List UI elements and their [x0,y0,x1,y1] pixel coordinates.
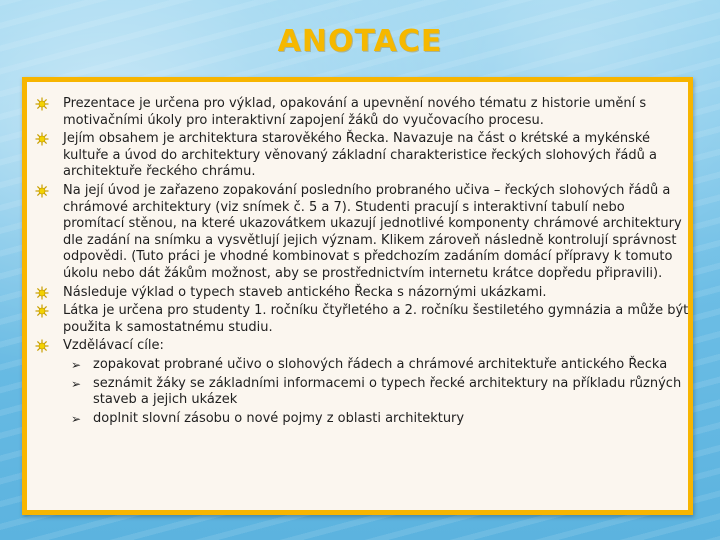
sun-bullet-icon [35,132,49,146]
sun-bullet-icon [35,97,49,111]
bullet-item [35,303,690,336]
bullet-text: Látka je určena pro studenty 1. ročníku čtyřletého a 2. ročníku šestiletého gymnázia a může být použita k samostatnému studiu. [63,303,689,335]
goal-item [35,357,690,374]
goal-text: zopakovat probrané učivo o slohových řádech a chrámové architektuře antického Řecka [93,356,668,372]
bullet-item [35,338,690,355]
bullet-item [35,131,690,181]
bullet-text: Jejím obsahem je architektura starověkého Řecka. Navazuje na část o krétské a mykénské kultuře a úvod do architektury věnovaný základní charakteristice řeckých slohových řádů a architektuře řeckého chrámu. [63,131,657,180]
goal-item [35,376,690,409]
bullet-text: Vzdělávací cíle: [63,338,164,354]
bullet-text: Následuje výklad o typech staveb antického Řecka s názornými ukázkami. [63,284,547,300]
bullet-text: Na její úvod je zařazeno zopakování posledního probraného učiva – řeckých slohových řádů a chrámové architektury (viz snímek č. 5 a 7). Studenti pracují s interaktivní tabulí nebo promítací stěnou, na které ukazovátkem ukazují jednotlivé komponenty chrámové architektury dle zadání na snímku a vysvětlují jejich význam. Klikem zároveň následně kontrolují správnost odpovědi. (Tuto práci je vhodné kombinovat s předchozím zadáním domácí přípravy k tomuto úkolu nebo dát žákům možnost, aby se prostřednictvím internetu krátce dopředu připravili). [63,182,682,281]
goal-item [35,411,690,428]
content-body [35,96,690,429]
slide-title: ANOTACE [277,24,443,59]
content-panel [22,77,693,515]
arrow-bullet-icon: ➢ [71,411,82,426]
goal-text: doplnit slovní zásobu o nové pojmy z oblasti architektury [93,410,465,426]
bullet-item [35,96,690,129]
sun-bullet-icon [35,304,49,318]
sun-bullet-icon [35,184,49,198]
arrow-bullet-icon: ➢ [71,376,82,391]
arrow-bullet-icon: ➢ [71,357,82,372]
bullet-item [35,183,690,283]
sun-bullet-icon [35,339,49,353]
bullet-text: Prezentace je určena pro výklad, opakování a upevnění nového tématu z historie umění s motivačními úkoly pro interaktivní zapojení žáků do vyučovacího procesu. [63,96,647,128]
bullet-item [35,285,690,302]
sun-bullet-icon [35,286,49,300]
goal-text: seznámit žáky se základními informacemi o typech řecké architektury na příkladu různých staveb a jejich ukázek [93,375,682,408]
